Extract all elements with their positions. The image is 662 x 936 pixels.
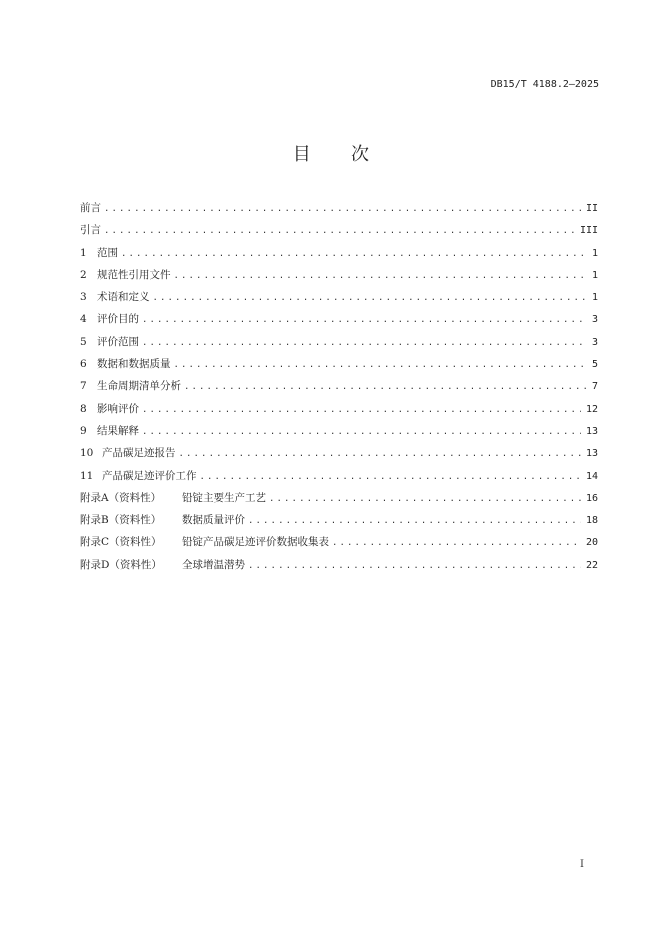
- toc-leader-dots: [248, 561, 581, 571]
- toc-entry-label: 铅锭产品碳足迹评价数据收集表: [182, 536, 329, 549]
- toc-entry[interactable]: [80, 445, 598, 467]
- toc-entry-annex-tag: 附录D（资料性）: [80, 558, 162, 571]
- toc-entry[interactable]: [80, 401, 598, 423]
- toc-leader-dots: [142, 315, 587, 325]
- toc-leader-dots: [142, 338, 587, 348]
- table-of-contents: [80, 200, 598, 579]
- toc-entry-number: 6: [80, 358, 87, 371]
- toc-entry-page: 14: [585, 470, 598, 482]
- toc-entry-page: 12: [585, 403, 598, 415]
- toc-leader-dots: [142, 427, 581, 437]
- toc-entry[interactable]: [80, 534, 598, 556]
- toc-entry[interactable]: [80, 311, 598, 333]
- toc-entry-page: 20: [585, 537, 598, 549]
- toc-entry[interactable]: [80, 557, 598, 579]
- title-char-1: 目: [292, 144, 311, 165]
- toc-entry-number: 10: [80, 447, 94, 460]
- toc-entry-number: 4: [80, 313, 87, 326]
- toc-entry[interactable]: [80, 200, 598, 222]
- toc-entry[interactable]: [80, 490, 598, 512]
- toc-entry-number: 1: [80, 246, 87, 259]
- toc-entry-label: 范围: [97, 246, 118, 259]
- toc-entry-label: 数据质量评价: [182, 514, 245, 527]
- toc-leader-dots: [200, 472, 581, 482]
- document-code: DB15/T 4188.2—2025: [490, 79, 599, 90]
- page-title: [0, 140, 662, 166]
- toc-entry-page: 1: [591, 292, 598, 304]
- toc-entry-label: 结果解释: [97, 424, 139, 437]
- toc-entry-page: II: [585, 203, 598, 214]
- title-char-2: 次: [351, 144, 370, 165]
- toc-entry[interactable]: [80, 378, 598, 400]
- toc-entry[interactable]: [80, 289, 598, 311]
- toc-leader-dots: [179, 449, 581, 459]
- toc-entry[interactable]: [80, 512, 598, 534]
- toc-leader-dots: [153, 293, 587, 303]
- toc-entry[interactable]: [80, 356, 598, 378]
- toc-leader-dots: [248, 516, 581, 526]
- toc-entry-number: 9: [80, 424, 87, 437]
- toc-leader-dots: [332, 538, 581, 548]
- toc-entry-page: 3: [591, 314, 598, 326]
- toc-entry[interactable]: [80, 334, 598, 356]
- toc-entry-page: 22: [585, 559, 598, 571]
- toc-entry-page: 5: [591, 359, 598, 371]
- toc-leader-dots: [269, 494, 581, 504]
- toc-entry[interactable]: [80, 267, 598, 289]
- toc-entry-annex-tag: 附录C（资料性）: [80, 536, 162, 549]
- toc-entry-label: 影响评价: [97, 402, 139, 415]
- toc-entry-page: 13: [585, 448, 598, 460]
- toc-entry-label: 铅锭主要生产工艺: [182, 491, 266, 504]
- toc-leader-dots: [104, 204, 581, 214]
- toc-leader-dots: [174, 360, 587, 370]
- toc-entry-page: 13: [585, 425, 598, 437]
- toc-entry-label: 生命周期清单分析: [97, 380, 181, 393]
- toc-leader-dots: [104, 226, 575, 236]
- toc-entry-page: III: [579, 225, 598, 237]
- toc-leader-dots: [142, 405, 581, 415]
- toc-entry-number: 8: [80, 402, 87, 415]
- toc-entry-page: 16: [585, 492, 598, 504]
- toc-entry-label: 评价范围: [97, 335, 139, 348]
- toc-entry-page: 1: [591, 269, 598, 281]
- toc-entry[interactable]: [80, 423, 598, 445]
- toc-entry[interactable]: [80, 468, 598, 490]
- toc-leader-dots: [184, 382, 587, 392]
- toc-entry-number: 2: [80, 268, 87, 281]
- toc-entry-page: 7: [591, 381, 598, 393]
- toc-leader-dots: [174, 271, 587, 281]
- toc-entry-label: 引言: [80, 224, 101, 237]
- toc-entry-number: 7: [80, 380, 87, 393]
- toc-entry-number: 5: [80, 335, 87, 348]
- toc-entry[interactable]: [80, 222, 598, 244]
- toc-entry-label: 产品碳足迹评价工作: [102, 469, 197, 482]
- toc-entry-label: 全球增温潜势: [182, 558, 245, 571]
- toc-entry-number: 11: [80, 469, 94, 482]
- toc-entry-number: 3: [80, 291, 87, 304]
- toc-entry-label: 规范性引用文件: [97, 268, 171, 281]
- toc-entry-label: 术语和定义: [97, 291, 150, 304]
- toc-entry-label: 前言: [80, 202, 101, 214]
- toc-entry-annex-tag: 附录B（资料性）: [80, 514, 162, 527]
- toc-entry-label: 数据和数据质量: [97, 358, 171, 371]
- toc-entry[interactable]: [80, 245, 598, 267]
- toc-leader-dots: [121, 249, 587, 259]
- toc-entry-label: 评价目的: [97, 313, 139, 326]
- toc-entry-page: 18: [585, 515, 598, 527]
- toc-entry-page: 1: [591, 247, 598, 259]
- page-number: I: [580, 859, 584, 870]
- toc-entry-annex-tag: 附录A（资料性）: [80, 491, 162, 504]
- toc-entry-page: 3: [591, 336, 598, 348]
- toc-entry-label: 产品碳足迹报告: [102, 447, 176, 460]
